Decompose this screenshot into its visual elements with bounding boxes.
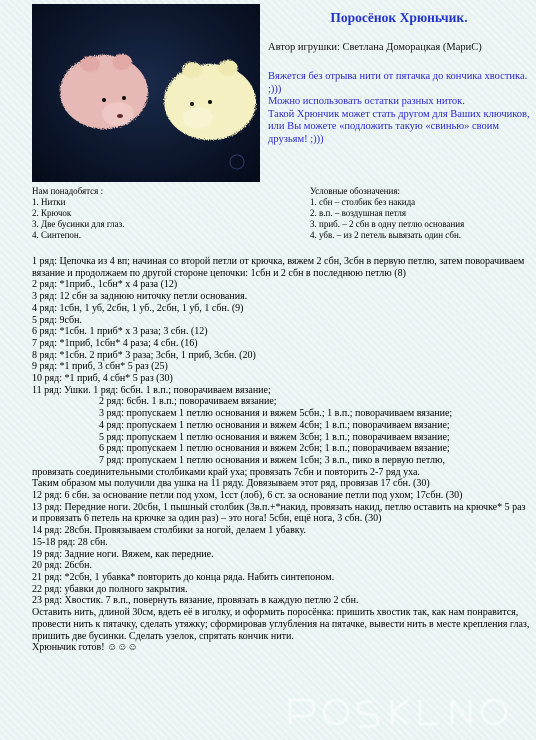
pink-pig-eye-left (102, 98, 106, 102)
row-instruction: 23 ряд: Хвостик. 7 в.п., повернуть вязание, провязать в каждую петлю 2 сбн. (32, 595, 359, 607)
row-instruction: 13 ряд: Передние ноги. 20сбн, 1 пышный столбик (3в.п.+*накид, провязать накид, петлю оставить на крючке* 5 раз и провязать 6 петель на крючке за один раз) – это нога! 5сбн, ещё нога, 3 сбн. (30) (32, 501, 526, 525)
description-line-1: Вяжется без отрыва нити от пятачка до кончика хвостика. ;))) (268, 71, 528, 95)
row-instruction: 3 ряд: 12 сбн за заднюю ниточку петли основания. (32, 291, 248, 303)
page-title: Поросёнок Хрюньчик. (330, 10, 468, 25)
row-instruction: 12 ряд: 6 сбн. за основание петли под ухом, 1сст (лоб), 6 ст. за основание петли под ухом; 17сбн. (30) (32, 490, 463, 502)
row-instruction: 14 ряд: 28сбн. Провязываем столбики за ногой, делаем 1 убавку. (32, 525, 307, 537)
legend-item: 3. приб. – 2 сбн в одну петлю основания (310, 219, 465, 229)
ear-row-instruction: 4 ряд: пропускаем 1 петлю основания и вяжем 4сбн; 1 в.п.; поворачиваем вязание; (99, 419, 450, 431)
legend-item: 4. убв. – из 2 петель вывязать один сбн. (310, 230, 462, 240)
row-instruction: 8 ряд: *1сбн. 2 приб* 3 раза; 3сбн, 1 приб, 3сбн. (20) (32, 349, 256, 361)
materials-item: 2. Крючок (32, 208, 72, 218)
yellow-pig-eye-left (190, 102, 194, 106)
row-instruction: 7 ряд: *1приб, 1сбн* 4 раза; 4 сбн. (16) (32, 337, 198, 349)
row-instruction: 1 ряд: Цепочка из 4 вп; начиная со второй петли от крючка, вяжем 2 сбн, 3сбн в первую петлю, затем поворачиваем вязание и продолжаем по другой стороне цепочки: 1сбн и 2 сбн в последнюю петлю (8) (32, 256, 525, 279)
row-instruction: 22 ряд: убавки до полного закрытия. (32, 583, 188, 595)
legend-heading: Условные обозначения: (310, 186, 401, 196)
legend-item: 2. в.п. – воздушная петля (310, 208, 407, 218)
materials-item: 4. Синтепон. (32, 230, 81, 240)
ear-row-instruction: 7 ряд: пропускаем 1 петлю основания и вяжем 1сбн; 3 в.п., пико в первую петлю, (99, 454, 445, 466)
ear-row-instruction: 3 ряд: пропускаем 1 петлю основания и вяжем 5сбн.; 1 в.п.; поворачиваем вязание; (99, 408, 453, 420)
description-line-3: Такой Хрюнчик может стать другом для Ваших ключиков, или Вы можете «подложить такую «свинью» своим друзьям! ;))) (268, 108, 530, 145)
row-instruction: 9 ряд: *1 приб, 3 сбн* 5 раз (25) (32, 361, 168, 373)
pink-pig-eye-right (122, 96, 126, 100)
row-instruction: Таким образом мы получили два ушка на 11 ряду. Довязываем этот ряд, провязав 17 сбн. (30) (32, 478, 430, 490)
row-instruction: 5 ряд: 9сбн. (32, 314, 82, 326)
materials-item: 1. Нитки (32, 197, 66, 207)
yellow-pig-eye-right (208, 100, 212, 104)
description-line-2: Можно использовать остатки разных ниток. (268, 96, 465, 107)
row-instruction: 10 ряд: *1 приб, 4 сбн* 5 раз (30) (32, 373, 173, 385)
row-instruction: провязать соединительными столбиками край уха; провязать 7сбн и повторить 2-7 ряд уха. (32, 466, 420, 478)
seal-stamp (230, 155, 244, 169)
intro-block (268, 10, 530, 146)
ear-row-instruction: 6 ряд: пропускаем 1 петлю основания и вяжем 2сбн; 1 в.п.; поворачиваем вязание; (99, 443, 450, 455)
author-line: Автор игрушки: Светлана Доморацкая (МариС) (268, 42, 482, 53)
row-instruction: 21 ряд: *2сбн, 1 убавка* повторить до конца ряда. Набить синтепоном. (32, 571, 335, 583)
row-instruction: 15-18 ряд: 28 сбн. (32, 536, 108, 548)
pig-toys-illustration (32, 4, 260, 182)
row-instruction: 4 ряд: 1сбн, 1 уб, 2сбн, 1 уб., 2сбн, 1 уб, 1 сбн. (9) (32, 302, 244, 314)
legend-list (310, 186, 536, 241)
row-instruction: 19 ряд: Задние ноги. Вяжем, как передние. (32, 548, 214, 560)
watermark-logo (280, 692, 530, 732)
finishing-instruction: Оставить нить, длиной 30см, вдеть её в иголку, и оформить поросёнка: пришить хвостик так, как нам понравится, провести нить к пятачку, сделать утяжку; сформировав углубления на пятачке, вывести нить в месте крепления глаз, пришить две бусинки. Сделать узелок, спрятать кончик нити. (32, 607, 530, 642)
materials-list (32, 186, 302, 241)
ear-row-instruction: 2 ряд: 6сбн. 1 в.п.; поворачиваем вязание; (99, 396, 277, 408)
pink-pig-toy (60, 54, 148, 129)
row-instruction: 11 ряд: Ушки. 1 ряд: 6сбн. 1 в.п.; поворачиваем вязание; (32, 384, 271, 396)
materials-item: 3. Две бусинки для глаз. (32, 219, 125, 229)
closing-line: Хрюньчик готов! ☺☺☺ (32, 642, 138, 654)
pattern-instructions (32, 256, 532, 654)
legend-item: 1. сбн – столбик без накида (310, 197, 416, 207)
row-instruction: 6 ряд: *1сбн. 1 приб* х 3 раза; 3 сбн. (12) (32, 326, 208, 338)
toy-photo (32, 4, 260, 182)
materials-heading: Нам понадобятся : (32, 186, 104, 196)
ear-row-instruction: 5 ряд: пропускаем 1 петлю основания и вяжем 3сбн; 1 в.п.; поворачиваем вязание; (99, 431, 450, 443)
row-instruction: 20 ряд: 26сбн. (32, 560, 92, 572)
row-instruction: 2 ряд: *1приб., 1сбн* х 4 раза (12) (32, 279, 178, 291)
